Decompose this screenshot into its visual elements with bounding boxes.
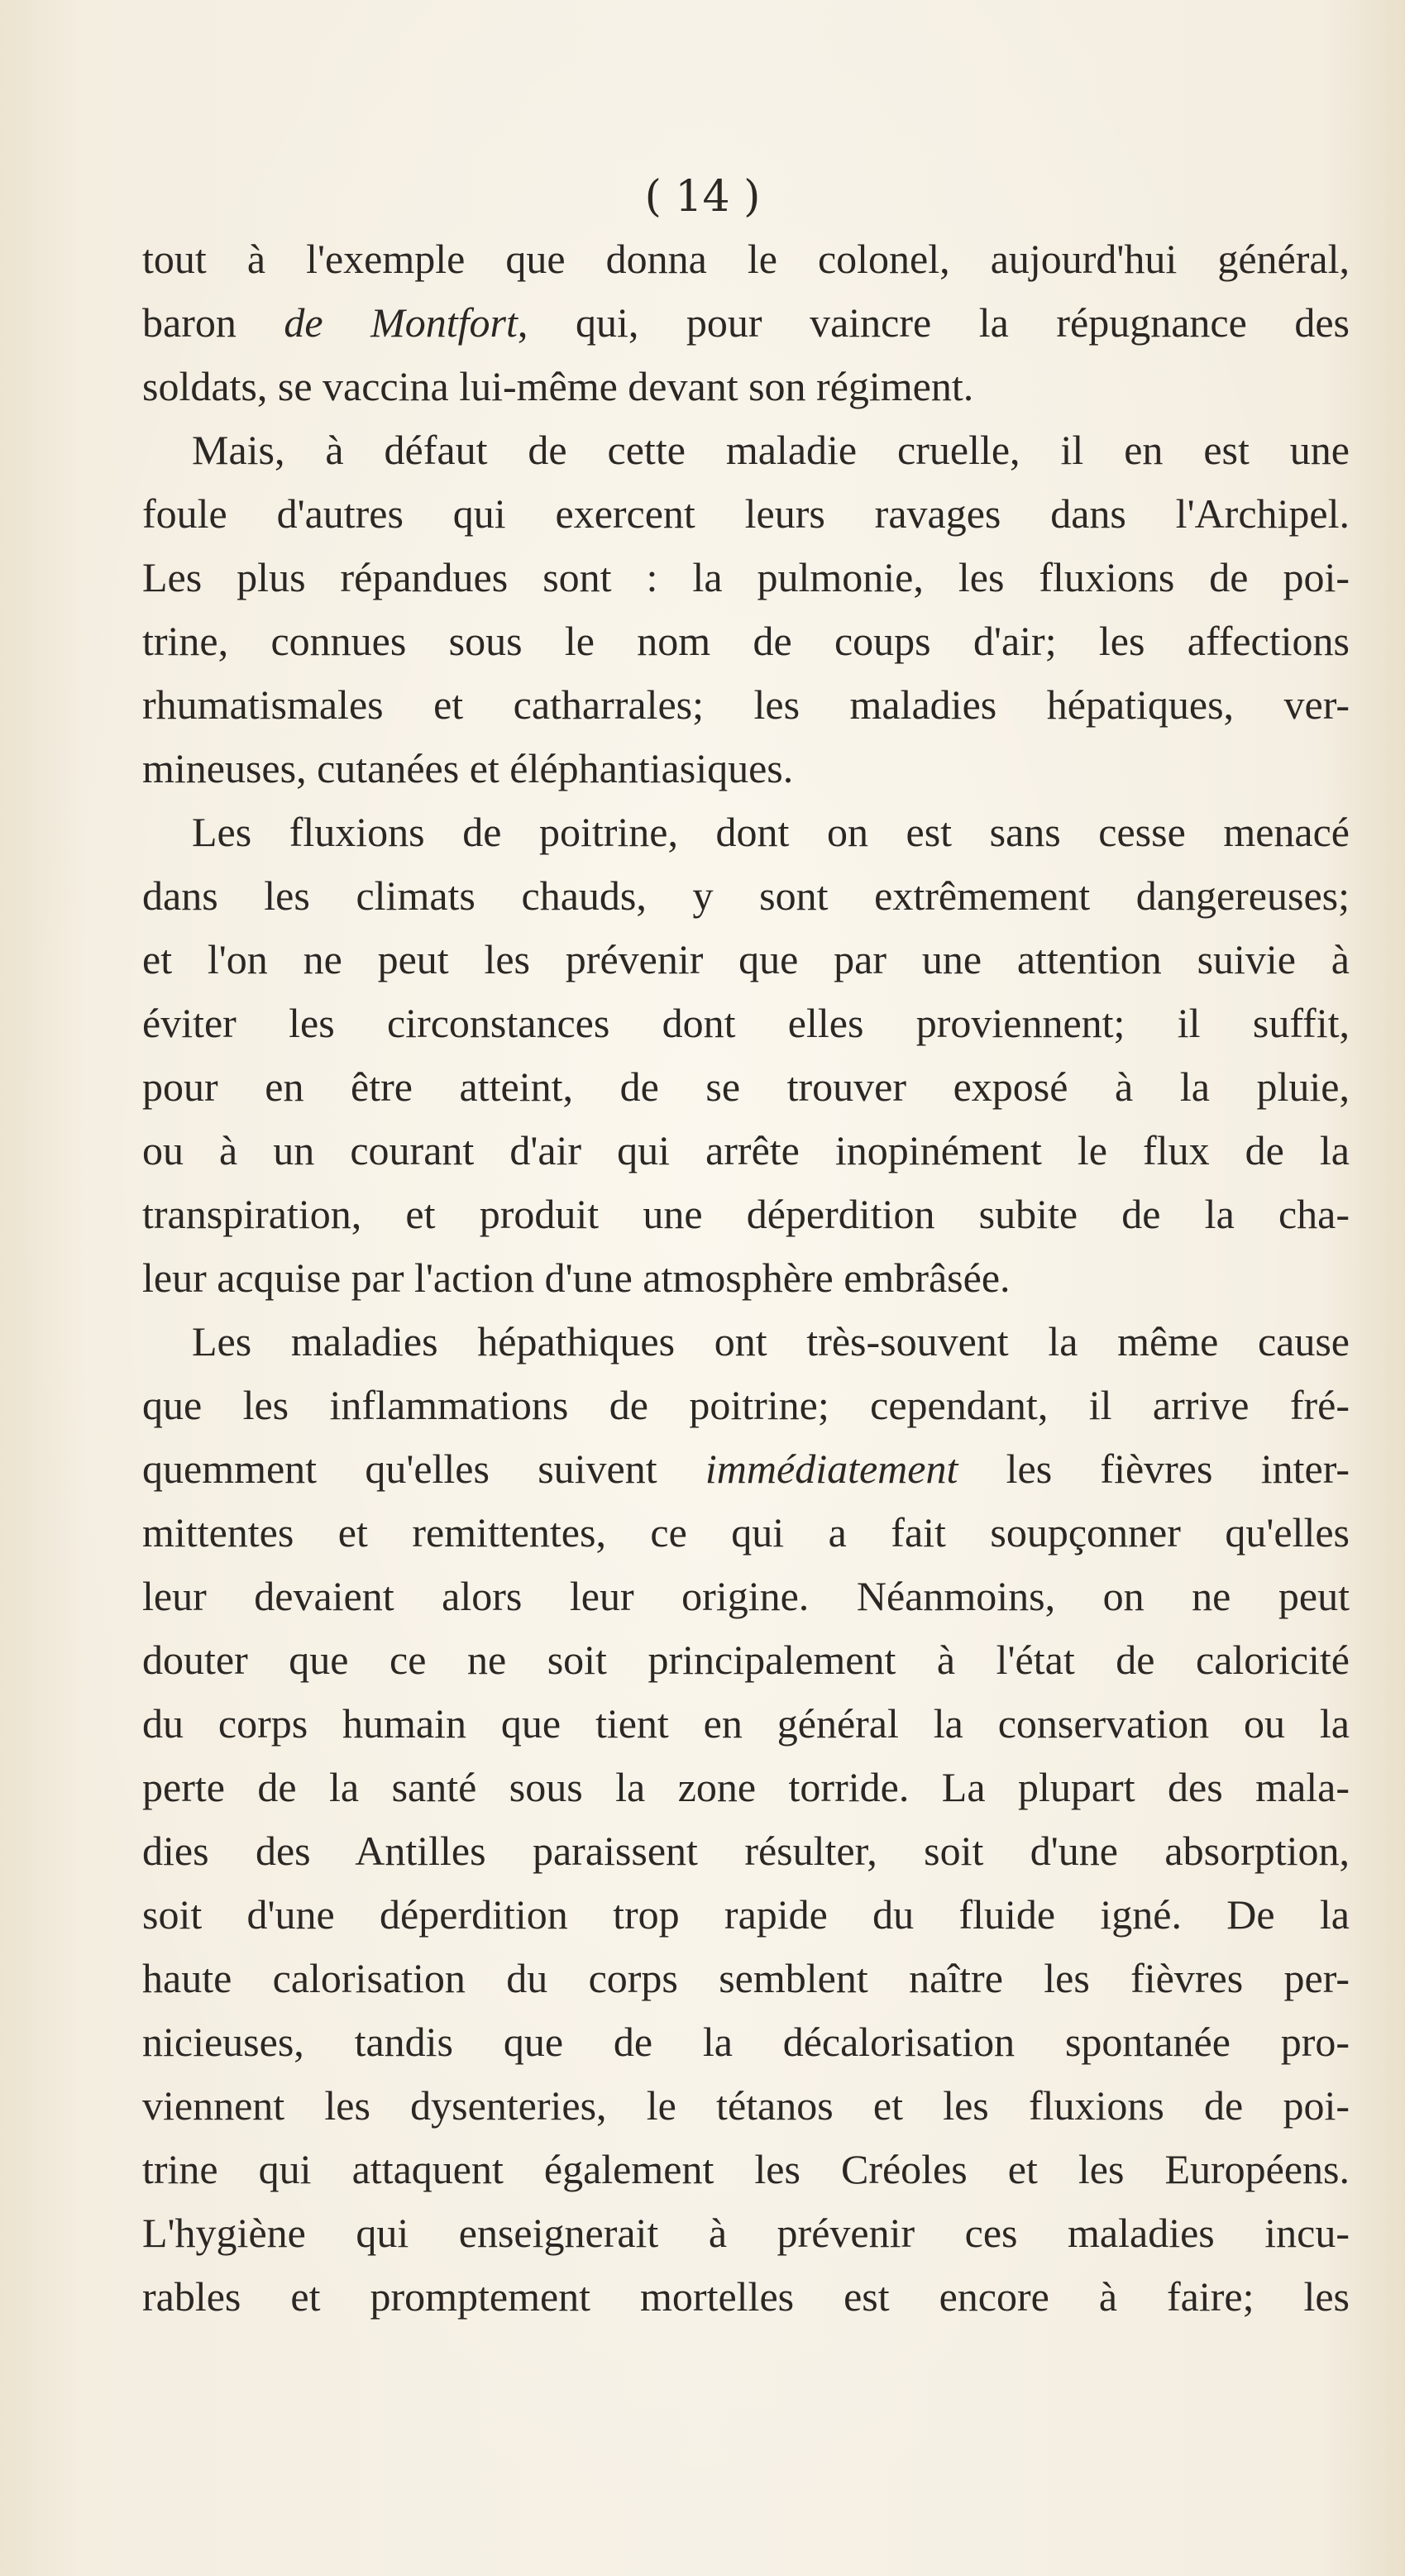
text-line: Mais, à défaut de cette maladie cruelle, il en est une [192, 427, 1350, 473]
text-line: nicieuses, tandis que de la décalorisation spontanée pro- [142, 2019, 1350, 2065]
text-line: haute calorisation du corps semblent naître les fièvres per- [142, 1955, 1350, 2001]
text-segment: , qui, pour vaincre la répugnance des [517, 299, 1350, 346]
text-line: tout à l'exemple que donna le colonel, aujourd'hui général, [142, 236, 1350, 282]
text-line: perte de la santé sous la zone torride. La plupart des mala- [142, 1764, 1350, 1810]
text-line: Les plus répandues sont : la pulmonie, les fluxions de poi- [142, 554, 1350, 600]
text-line: douter que ce ne soit principalement à l'état de caloricité [142, 1637, 1350, 1683]
text-line: leur acquise par l'action d'une atmosphère embrâsée. [142, 1255, 1011, 1301]
text-line: dies des Antilles paraissent résulter, soit d'une absorption, [142, 1828, 1350, 1874]
text-line: viennent les dysenteries, le tétanos et les fluxions de poi- [142, 2082, 1350, 2129]
text-line: soldats, se vaccina lui-même devant son régiment. [142, 363, 974, 409]
text-line: éviter les circonstances dont elles proviennent; il suffit, [142, 1000, 1350, 1046]
text-segment: les fièvres inter- [958, 1446, 1350, 1492]
text-line: mineuses, cutanées et éléphantiasiques. [142, 745, 794, 791]
text-line: Les maladies hépathiques ont très-souvent la même cause [192, 1318, 1350, 1364]
text-line: leur devaient alors leur origine. Néanmoins, on ne peut [142, 1573, 1350, 1619]
text-line: dans les climats chauds, y sont extrêmement dangereuses; [142, 872, 1350, 919]
italic-text: de Montfort [284, 299, 518, 346]
text-line [142, 1437, 1350, 1501]
italic-text: immédiatement [705, 1446, 958, 1492]
text-line: rables et promptement mortelles est encore à faire; les [142, 2273, 1350, 2320]
text-line: transpiration, et produit une déperdition subite de la cha- [142, 1191, 1350, 1237]
text-line: mittentes et remittentes, ce qui a fait soupçonner qu'elles [142, 1509, 1350, 1556]
text-segment: baron [142, 299, 284, 346]
page-number: ( 14 ) [644, 172, 761, 222]
text-line: que les inflammations de poitrine; cependant, il arrive fré- [142, 1382, 1350, 1428]
text-line: Les fluxions de poitrine, dont on est sans cesse menacé [192, 809, 1350, 855]
text-line [142, 291, 1350, 355]
text-line: et l'on ne peut les prévenir que par une attention suivie à [142, 936, 1350, 982]
text-line: trine, connues sous le nom de coups d'air; les affections [142, 618, 1350, 664]
body-text [142, 227, 1350, 2329]
text-line: trine qui attaquent également les Créoles et les Européens. [142, 2146, 1350, 2192]
text-line: foule d'autres qui exercent leurs ravages dans l'Archipel. [142, 490, 1350, 537]
text-line: du corps humain que tient en général la conservation ou la [142, 1700, 1350, 1747]
text-segment: quemment qu'elles suivent [142, 1446, 705, 1492]
text-line: rhumatismales et catharrales; les maladies hépatiques, ver- [142, 681, 1350, 728]
text-line: pour en être atteint, de se trouver exposé à la pluie, [142, 1063, 1350, 1110]
text-line: L'hygiène qui enseignerait à prévenir ces maladies incu- [142, 2210, 1350, 2256]
text-line: ou à un courant d'air qui arrête inopinément le flux de la [142, 1127, 1350, 1173]
text-line: soit d'une déperdition trop rapide du fluide igné. De la [142, 1891, 1350, 1938]
